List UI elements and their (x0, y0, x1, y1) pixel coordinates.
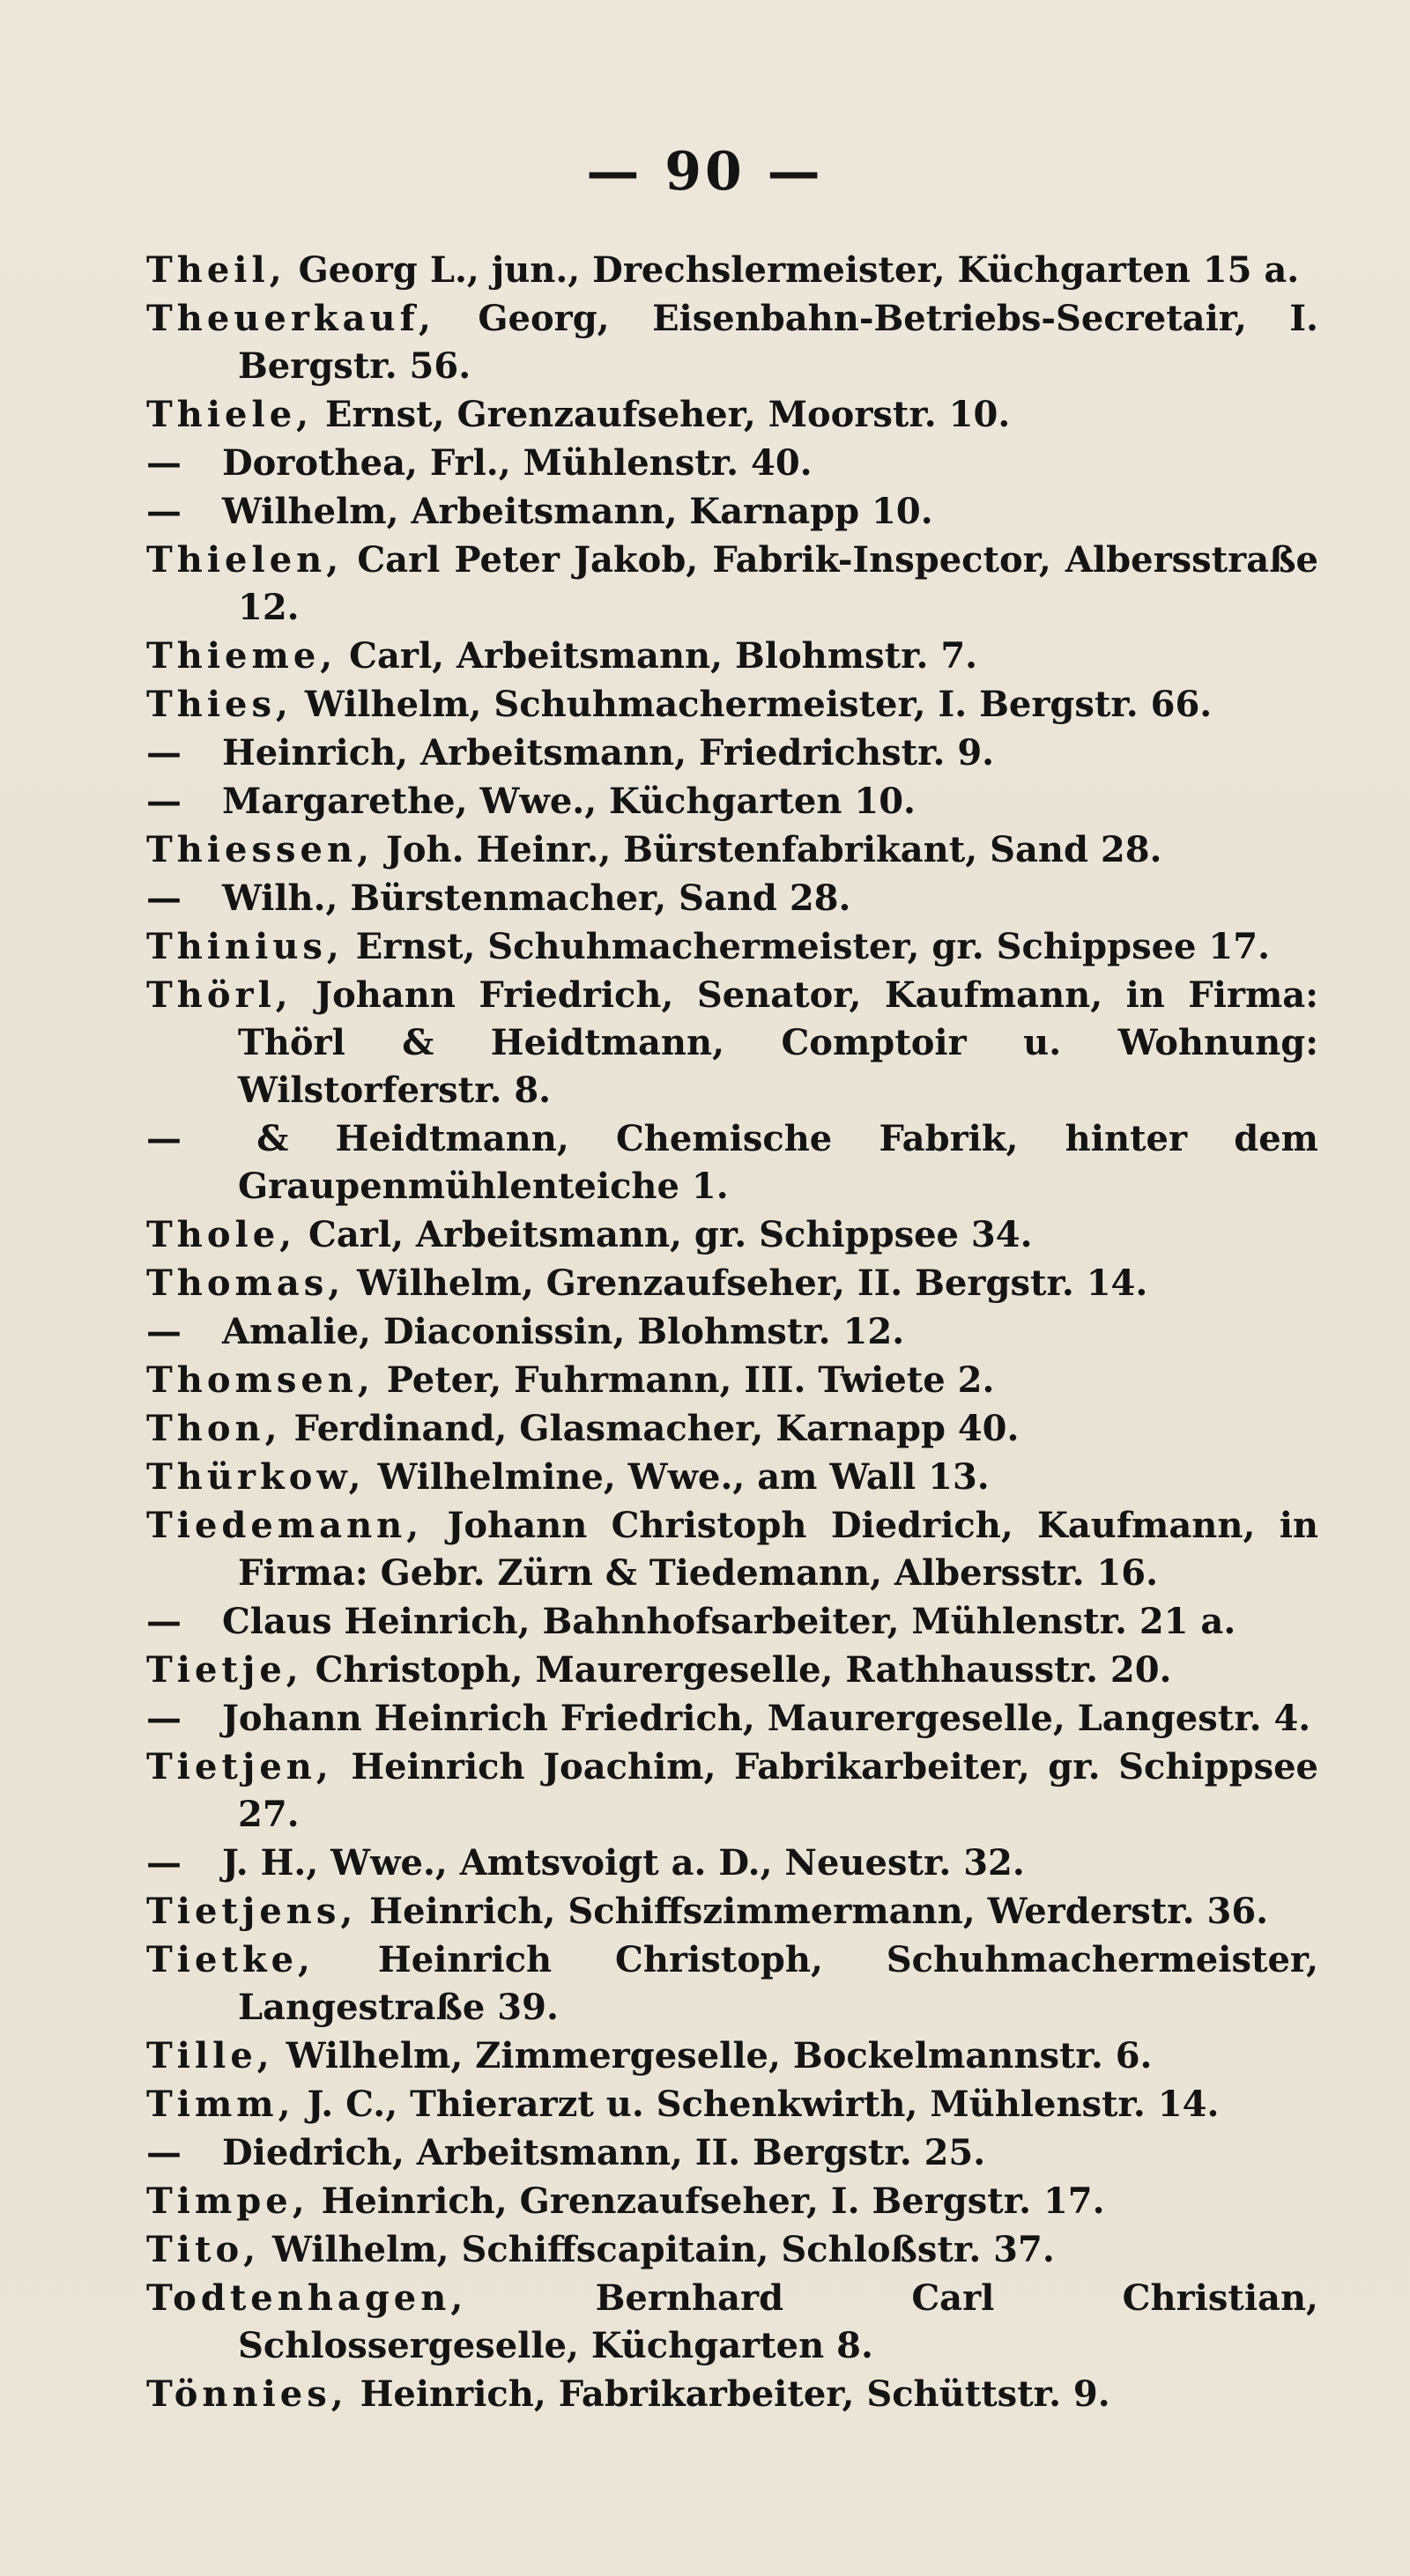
entry-details: Wilhelmine, Wwe., am Wall 13. (377, 1456, 990, 1498)
entry-details: Wilhelm, Arbeitsmann, Karnapp 10. (221, 491, 933, 532)
entry-surname: Thielen, (146, 539, 344, 581)
entry-details: Carl, Arbeitsmann, gr. Schippsee 34. (308, 1214, 1033, 1255)
entry-details: Johann Christoph Diedrich, Kaufmann, in Firma: Gebr. Zürn & Tiedemann, Albersstr. 16. (238, 1505, 1318, 1594)
directory-entry (146, 1502, 1318, 1597)
entry-surname: Todtenhagen, (146, 2277, 468, 2319)
entry-surname: Timm, (146, 2084, 295, 2125)
entry-details: Heinrich, Schiffszimmermann, Werderstr. 36. (369, 1891, 1269, 1932)
directory-entry (146, 1743, 1318, 1839)
directory-entry (146, 247, 1318, 294)
entry-surname: Thürkow, (146, 1456, 366, 1498)
entry-details: Dorothea, Frl., Mühlenstr. 40. (221, 442, 813, 484)
directory-subentry (146, 1308, 1318, 1356)
entry-surname: Thomsen, (146, 1359, 375, 1401)
directory-entry (146, 2371, 1318, 2418)
directory-subentry (146, 729, 1318, 777)
entry-details: Ernst, Grenzaufseher, Moorstr. 10. (325, 394, 1011, 435)
entry-details: Carl Peter Jakob, Fabrik-Inspector, Albersstraße 12. (238, 539, 1318, 628)
entry-details: Diedrich, Arbeitsmann, II. Bergstr. 25. (221, 2132, 986, 2173)
entry-details: Joh. Heinr., Bürstenfabrikant, Sand 28. (385, 829, 1162, 870)
entry-dash: — (146, 491, 182, 532)
entry-surname: Thörl, (146, 974, 293, 1016)
entry-details: Ernst, Schuhmachermeister, gr. Schippsee 17. (355, 926, 1271, 967)
entry-details: Claus Heinrich, Bahnhofsarbeiter, Mühlenstr. 21 a. (221, 1601, 1236, 1642)
entry-details: Heinrich, Arbeitsmann, Friedrichstr. 9. (221, 732, 995, 774)
entry-details: Peter, Fuhrmann, III. Twiete 2. (386, 1359, 995, 1401)
directory-entry (146, 826, 1318, 874)
entry-surname: Tietje, (146, 1649, 303, 1691)
directory-subentry (146, 488, 1318, 536)
entry-details: Wilh., Bürstenmacher, Sand 28. (221, 877, 851, 919)
entry-dash: — (146, 1601, 182, 1642)
entry-surname: Tito, (146, 2229, 261, 2270)
entry-details: Margarethe, Wwe., Küchgarten 10. (221, 781, 916, 822)
directory-entry (146, 1936, 1318, 2032)
directory-entry (146, 1454, 1318, 1501)
directory-entry (146, 972, 1318, 1114)
entry-dash: — (146, 781, 182, 822)
entry-dash: — (146, 732, 182, 774)
entry-details: & Heidtmann, Chemische Fabrik, hinter dem Graupenmühlenteiche 1. (238, 1118, 1318, 1207)
directory-entry (146, 1647, 1318, 1694)
entry-details: Ferdinand, Glasmacher, Karnapp 40. (293, 1408, 1020, 1449)
entry-details: Christoph, Maurergeselle, Rathhausstr. 20. (315, 1649, 1172, 1691)
directory-subentry (146, 1115, 1318, 1210)
entry-surname: Tiedemann, (146, 1505, 424, 1546)
directory-entry (146, 391, 1318, 439)
directory-entry (146, 1260, 1318, 1307)
entry-surname: Thinius, (146, 926, 344, 967)
entry-dash: — (146, 1698, 182, 1739)
directory-entry (146, 2178, 1318, 2225)
entry-details: Bernhard Carl Christian, Schlossergeselle, Küchgarten 8. (238, 2277, 1318, 2366)
entry-surname: Tietke, (146, 1939, 315, 1980)
entry-details: Heinrich Christoph, Schuhmachermeister, Langestraße 39. (238, 1939, 1318, 2028)
entry-details: Amalie, Diaconissin, Blohmstr. 12. (221, 1311, 905, 1352)
entry-surname: Thiessen, (146, 829, 374, 870)
entry-surname: Thomas, (146, 1262, 345, 1304)
entry-surname: Tietjen, (146, 1746, 333, 1788)
page-number: — 90 — (586, 141, 824, 203)
entry-details: Heinrich, Grenzaufseher, I. Bergstr. 17. (321, 2180, 1105, 2222)
entry-dash: — (146, 1118, 182, 1159)
entry-surname: Theil, (146, 249, 286, 291)
directory-subentry (146, 1839, 1318, 1887)
entry-surname: Timpe, (146, 2180, 309, 2222)
directory-entry (146, 295, 1318, 390)
entry-details: Johann Heinrich Friedrich, Maurergeselle, Langestr. 4. (221, 1698, 1311, 1739)
entry-list (146, 247, 1318, 2419)
entry-surname: Thole, (146, 1214, 297, 1255)
directory-subentry (146, 875, 1318, 922)
directory-entry (146, 923, 1318, 971)
entry-details: Georg, Eisenbahn-Betriebs-Secretair, I. Bergstr. 56. (238, 298, 1318, 387)
entry-surname: Tönnies, (146, 2373, 348, 2415)
directory-entry (146, 2032, 1318, 2080)
directory-subentry (146, 2129, 1318, 2177)
entry-surname: Thon, (146, 1408, 282, 1449)
directory-entry (146, 1405, 1318, 1453)
entry-details: Wilhelm, Zimmergeselle, Bockelmannstr. 6. (286, 2035, 1153, 2076)
entry-dash: — (146, 442, 182, 484)
entry-surname: Thieme, (146, 635, 338, 677)
entry-dash: — (146, 2132, 182, 2173)
directory-entry (146, 2275, 1318, 2370)
directory-entry (146, 2081, 1318, 2128)
entry-details: Heinrich Joachim, Fabrikarbeiter, gr. Schippsee 27. (238, 1746, 1318, 1835)
entry-details: J. H., Wwe., Amtsvoigt a. D., Neuestr. 32. (221, 1842, 1025, 1884)
entry-details: Carl, Arbeitsmann, Blohmstr. 7. (349, 635, 978, 677)
directory-entry (146, 633, 1318, 680)
directory-subentry (146, 778, 1318, 825)
entry-surname: Theuerkauf, (146, 298, 435, 339)
entry-surname: Tietjens, (146, 1891, 358, 1932)
directory-subentry (146, 1598, 1318, 1646)
entry-dash: — (146, 1311, 182, 1352)
directory-entry (146, 1888, 1318, 1936)
entry-surname: Thies, (146, 684, 293, 725)
entry-details: Georg L., jun., Drechslermeister, Küchgarten 15 a. (298, 249, 1300, 291)
entry-dash: — (146, 1842, 182, 1884)
entry-surname: Thiele, (146, 394, 314, 435)
entry-details: Wilhelm, Grenzaufseher, II. Bergstr. 14. (357, 1262, 1148, 1304)
directory-entry (146, 1211, 1318, 1259)
directory-entry (146, 681, 1318, 729)
entry-details: J. C., Thierarzt u. Schenkwirth, Mühlenstr. 14. (307, 2084, 1220, 2125)
directory-entry (146, 1357, 1318, 1404)
directory-entry (146, 2226, 1318, 2274)
entry-surname: Tille, (146, 2035, 274, 2076)
entry-details: Johann Friedrich, Senator, Kaufmann, in Firma: Thörl & Heidtmann, Comptoir u. Wohnung: Wilstorferstr. 8. (238, 974, 1318, 1111)
entry-details: Wilhelm, Schiffscapitain, Schloßstr. 37. (271, 2229, 1055, 2270)
entry-details: Heinrich, Fabrikarbeiter, Schüttstr. 9. (360, 2373, 1110, 2415)
entry-details: Wilhelm, Schuhmachermeister, I. Bergstr. 66. (304, 684, 1213, 725)
directory-subentry (146, 440, 1318, 487)
entry-dash: — (146, 877, 182, 919)
directory-subentry (146, 1695, 1318, 1743)
directory-entry (146, 537, 1318, 632)
